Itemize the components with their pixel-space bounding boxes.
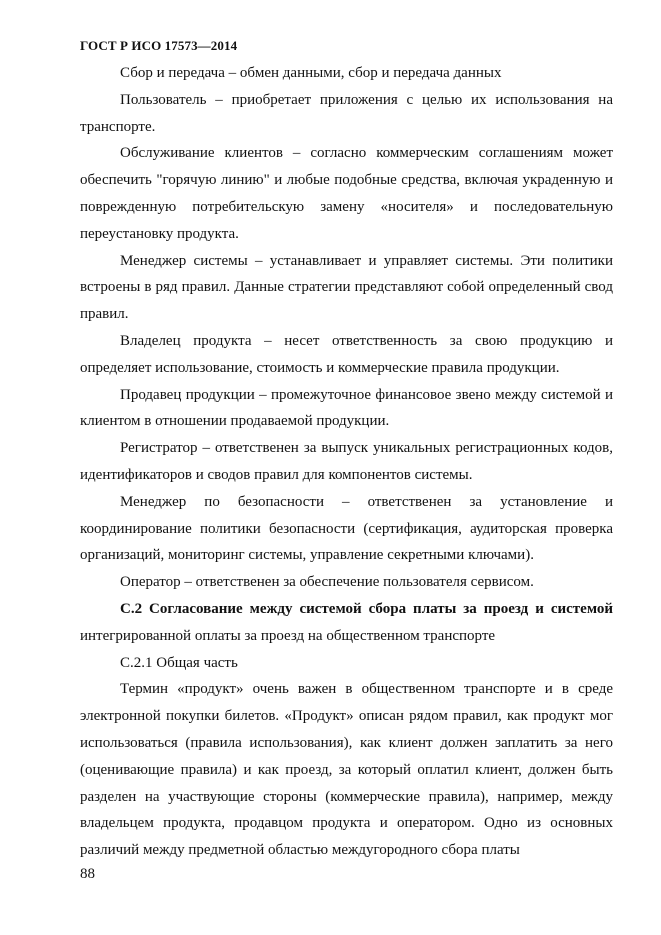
paragraph-product-seller: Продавец продукции – промежуточное финансовое звено между системой и клиентом в отношении продаваемой продукции. xyxy=(80,386,613,430)
paragraph-product-owner: Владелец продукта – несет ответственность за свою продукцию и определяет использование, стоимость и коммерческие правила продукции. xyxy=(80,332,613,376)
paragraph-system-manager: Менеджер системы – устанавливает и управляет системы. Эти политики встроены в ряд правил. Данные стратегии представляют собой определенный свод правил. xyxy=(80,252,613,323)
section-heading-bold: С.2 Согласование между системой сбора платы за проезд и системой xyxy=(120,600,613,617)
paragraph-product-term: Термин «продукт» очень важен в общественном транспорте и в среде электронной покупки билетов. «Продукт» описан рядом правил, как продукт мог использоваться (правила использования), как клиент должен заплатить за него (оценивающие правила) и как проезд, за который оплатил клиент, должен быть разделен на участвующие стороны (коммерческие правила), например, между владельцем продукта, продавцом продукта и оператором. Одно из основных различий между предметной областью междугородного сбора платы xyxy=(80,681,613,859)
standard-header: ГОСТ Р ИСО 17573—2014 xyxy=(80,38,238,53)
section-heading xyxy=(80,596,613,650)
paragraph-operator: Оператор – ответственен за обеспечение пользователя сервисом. xyxy=(120,574,534,591)
page-body xyxy=(80,60,613,864)
page-number: 88 xyxy=(80,866,95,882)
paragraph-collection-transfer: Сбор и передача – обмен данными, сбор и передача данных xyxy=(120,65,502,81)
paragraph-user: Пользователь – приобретает приложения с целью их использования на транспорте. xyxy=(80,91,613,135)
paragraph-customer-service: Обслуживание клиентов – согласно коммерческим соглашениям может обеспечить "горячую линию" и любые подобные средства, включая украденную и поврежденную потребительскую замену «носителя» и последовательную переустановку продукта. xyxy=(80,145,613,242)
paragraph-registrar: Регистратор – ответственен за выпуск уникальных регистрационных кодов, идентификаторов и сводов правил для компонентов системы. xyxy=(80,440,613,483)
subsection-heading: С.2.1 Общая часть xyxy=(120,654,238,671)
paragraph-security-manager: Менеджер по безопасности – ответственен за установление и координирование политики безопасности (сертификация, аудиторская проверка организаций, мониторинг системы, управление секретными ключами). xyxy=(80,493,613,564)
section-heading-rest: интегрированной оплаты за проезд на общественном транспорте xyxy=(80,627,496,644)
